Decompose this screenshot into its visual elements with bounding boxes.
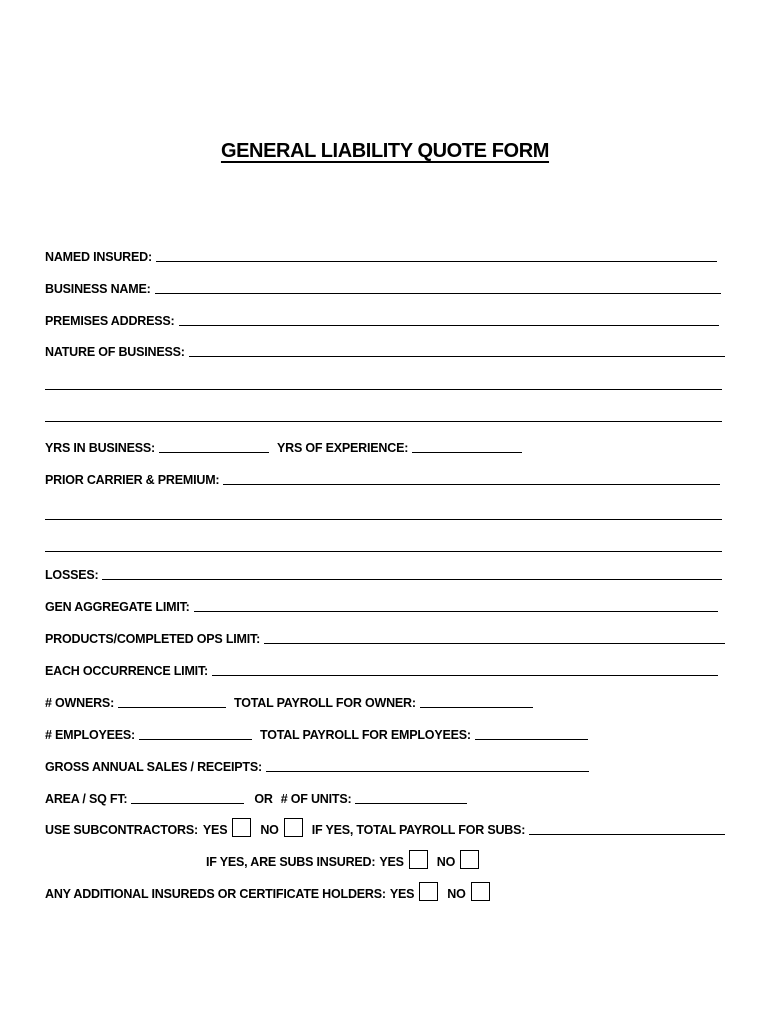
subcontractors-row	[45, 819, 725, 837]
products-completed-label: PRODUCTS/COMPLETED OPS LIMIT:	[45, 632, 261, 646]
losses-row	[45, 564, 725, 582]
premises-address-field[interactable]	[179, 324, 720, 326]
losses-field[interactable]	[102, 578, 722, 580]
each-occurrence-label: EACH OCCURRENCE LIMIT:	[45, 664, 208, 678]
subs-insured-row	[206, 851, 506, 869]
business-name-label: BUSINESS NAME:	[45, 282, 151, 296]
business-name-row	[45, 278, 725, 296]
units-label: # OF UNITS:	[280, 792, 352, 806]
area-label: AREA / SQ FT:	[45, 792, 128, 806]
units-field[interactable]	[355, 802, 467, 804]
subs-insured-yes-checkbox[interactable]	[409, 850, 428, 869]
prior-carrier-line-2	[45, 504, 725, 522]
nature-of-business-row	[45, 341, 725, 359]
if-yes-payroll-subs-label: IF YES, TOTAL PAYROLL FOR SUBS:	[311, 823, 526, 837]
nature-of-business-field[interactable]	[189, 355, 725, 357]
subs-insured-yes-label: YES	[379, 855, 404, 869]
yrs-of-experience-field[interactable]	[412, 451, 522, 453]
gen-aggregate-row	[45, 596, 725, 614]
prior-carrier-line-3	[45, 536, 725, 554]
named-insured-row	[45, 246, 725, 264]
additional-insureds-row	[45, 883, 725, 901]
prior-carrier-field[interactable]	[223, 483, 720, 485]
named-insured-field[interactable]	[156, 260, 717, 262]
owners-field[interactable]	[118, 706, 226, 708]
subcontractors-no-checkbox[interactable]	[284, 818, 303, 837]
nature-of-business-line-3	[45, 406, 725, 424]
employees-field[interactable]	[139, 738, 252, 740]
owners-label: # OWNERS:	[45, 696, 115, 710]
subcontractors-yes-label: YES	[202, 823, 228, 837]
named-insured-label: NAMED INSURED:	[45, 250, 152, 264]
yrs-in-business-field[interactable]	[159, 451, 269, 453]
each-occurrence-row	[45, 660, 725, 678]
subs-insured-label: IF YES, ARE SUBS INSURED:	[206, 855, 376, 869]
additional-insureds-yes-label: YES	[389, 887, 415, 901]
subcontractors-yes-checkbox[interactable]	[232, 818, 251, 837]
additional-insureds-yes-checkbox[interactable]	[419, 882, 438, 901]
additional-insureds-no-label: NO	[447, 887, 466, 901]
form-title-container	[0, 140, 770, 163]
employees-label: # EMPLOYEES:	[45, 728, 135, 742]
employees-row	[45, 724, 725, 742]
additional-insureds-no-checkbox[interactable]	[471, 882, 490, 901]
gen-aggregate-field[interactable]	[194, 610, 718, 612]
owners-row	[45, 692, 725, 710]
area-row	[45, 788, 725, 806]
yrs-in-business-label: YRS IN BUSINESS:	[45, 441, 156, 455]
subs-insured-no-checkbox[interactable]	[460, 850, 479, 869]
products-completed-row	[45, 628, 725, 646]
gross-sales-label: GROSS ANNUAL SALES / RECEIPTS:	[45, 760, 262, 774]
yrs-of-experience-label: YRS OF EXPERIENCE:	[277, 441, 409, 455]
nature-of-business-field-3[interactable]	[45, 420, 722, 422]
gross-sales-row	[45, 756, 725, 774]
losses-label: LOSSES:	[45, 568, 99, 582]
each-occurrence-field[interactable]	[212, 674, 718, 676]
years-row	[45, 437, 725, 455]
prior-carrier-field-3[interactable]	[45, 550, 722, 552]
nature-of-business-line-2	[45, 374, 725, 392]
premises-address-label: PREMISES ADDRESS:	[45, 314, 175, 328]
additional-insureds-label: ANY ADDITIONAL INSUREDS OR CERTIFICATE HOLDERS:	[45, 887, 386, 901]
nature-of-business-field-2[interactable]	[45, 388, 722, 390]
prior-carrier-row	[45, 469, 725, 487]
total-payroll-owner-field[interactable]	[420, 706, 533, 708]
total-payroll-owner-label: TOTAL PAYROLL FOR OWNER:	[234, 696, 416, 710]
use-subcontractors-label: USE SUBCONTRACTORS:	[45, 823, 198, 837]
payroll-subs-field[interactable]	[529, 833, 725, 835]
business-name-field[interactable]	[155, 292, 721, 294]
total-payroll-employees-label: TOTAL PAYROLL FOR EMPLOYEES:	[259, 728, 471, 742]
area-field[interactable]	[131, 802, 244, 804]
subcontractors-no-label: NO	[260, 823, 279, 837]
products-completed-field[interactable]	[264, 642, 725, 644]
nature-of-business-label: NATURE OF BUSINESS:	[45, 345, 185, 359]
gross-sales-field[interactable]	[266, 770, 589, 772]
total-payroll-employees-field[interactable]	[475, 738, 588, 740]
form-title: GENERAL LIABILITY QUOTE FORM	[220, 140, 550, 162]
prior-carrier-field-2[interactable]	[45, 518, 722, 520]
or-label: OR	[254, 792, 273, 806]
gen-aggregate-label: GEN AGGREGATE LIMIT:	[45, 600, 190, 614]
premises-address-row	[45, 310, 725, 328]
prior-carrier-label: PRIOR CARRIER & PREMIUM:	[45, 473, 220, 487]
subs-insured-no-label: NO	[436, 855, 456, 869]
